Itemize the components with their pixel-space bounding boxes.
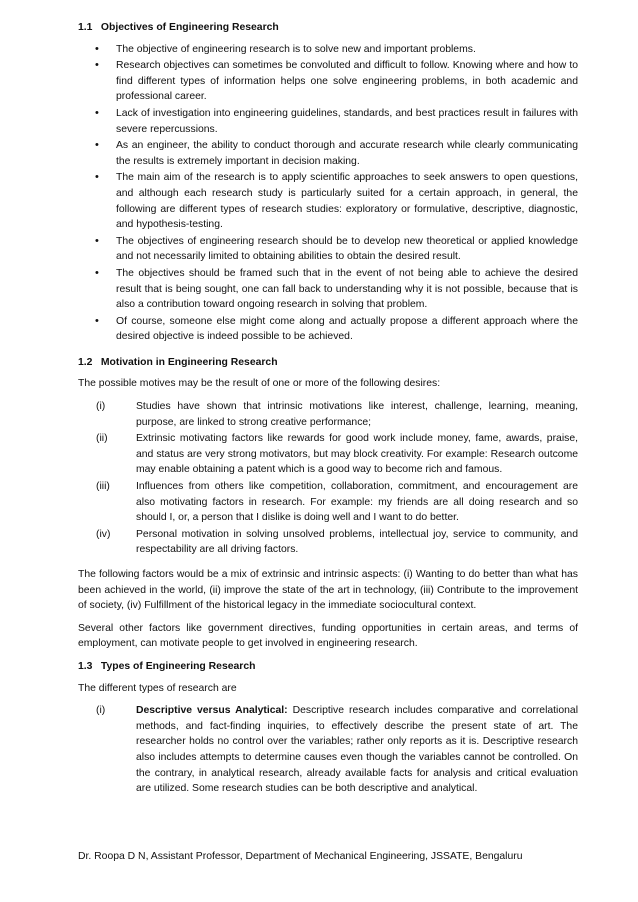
section-title: Motivation in Engineering Research: [100, 356, 278, 368]
section-title: Objectives of Engineering Research: [100, 22, 279, 33]
list-item: [78, 399, 578, 430]
item-marker: (iv): [96, 528, 111, 540]
list-item: • The objectives of engineering research should be to develop new theoretical or applied knowledge and not necessarily limited to obtaining abilities to obtain the desired result.: [78, 234, 578, 265]
list-item: • The objectives should be framed such that in the event of not being able to achieve the desired result that is being sought, one can fall back to understanding why it is not possible, because that is also a contribution toward ongoing research in solving that problem.: [78, 266, 578, 313]
section-heading-types: [78, 659, 578, 675]
motivation-paragraph-other: Several other factors like government directives, funding opportunities in certain areas, and terms of employment, can motivate people to get involved in engineering research.: [78, 622, 578, 650]
list-item: [78, 703, 578, 797]
list-item: • Research objectives can sometimes be convoluted and difficult to follow. Knowing where and how to find different types of information helps one solve engineering problems, in both academic and professional career.: [78, 58, 578, 105]
list-item: • Lack of investigation into engineering guidelines, standards, and best practices result in failures with severe repercussions.: [78, 106, 578, 137]
list-item: • Of course, someone else might come along and actually propose a different approach where the desired objective is indeed possible to be achieved.: [78, 314, 578, 345]
section-number: 1.1: [78, 22, 93, 33]
list-item: [78, 479, 578, 526]
list-item: • The objective of engineering research is to solve new and important problems.: [78, 42, 578, 58]
item-marker: (iii): [96, 481, 110, 493]
document-page: [78, 20, 578, 806]
list-item: [78, 527, 578, 558]
section-number: 1.2: [78, 356, 93, 368]
list-item: • The main aim of the research is to apply scientific approaches to seek answers to open questions, and although each research study is particularly suited for a certain approach, in general, the following are different types of research studies: exploratory or formulative, descriptive, diagnostic, and hypothesis-testing.: [78, 170, 578, 232]
page-footer: Dr. Roopa D N, Assistant Professor, Department of Mechanical Engineering, JSSATE, Bengaluru: [78, 851, 523, 862]
motivation-intro: The possible motives may be the result of one or more of the following desires:: [78, 378, 441, 390]
section-number: 1.3: [78, 660, 93, 672]
types-intro: The different types of research are: [78, 682, 237, 694]
list-item: [78, 431, 578, 478]
item-text: Personal motivation in solving unsolved problems, intellectual joy, service to community, and respectability are all driving factors.: [136, 528, 578, 556]
item-text: Influences from others like competition, collaboration, commitment, and encouragement are also motivating factors in research. For example: my friends are all doing research and so should I, or, a person that I dislike is doing well and I want to do better.: [136, 481, 578, 524]
section-heading-motivation: [78, 355, 578, 371]
objectives-list: [78, 42, 578, 345]
list-item: • As an engineer, the ability to conduct thorough and accurate research while clearly communicating the results is extremely important in decision making.: [78, 138, 578, 169]
item-lead-term: Descriptive versus Analytical:: [136, 705, 288, 717]
item-text: Extrinsic motivating factors like rewards for good work include money, fame, awards, praise, and status are very strong motivators, but may block creativity. For example: Research outcome may enable obtaining a patent which is a good way to become rich and famous.: [136, 433, 578, 476]
item-text: Descriptive research includes comparative and correlational methods, and fact-finding inquiries, to effectively describe the present state of art. The researcher holds no control over the variables; rather only reports as it is. Descriptive research also includes attempts to determine causes even though the variables cannot be controlled. On the contrary, in analytical research, already available facts for analysis and critical evaluation are utilized. Some research studies can be both descriptive and analytical.: [136, 705, 578, 795]
item-marker: (i): [96, 401, 106, 413]
types-list: [78, 703, 578, 797]
item-text: Studies have shown that intrinsic motivations like interest, challenge, learning, meaning, purpose, are linked to strong creative performance;: [136, 401, 578, 428]
motivation-paragraph-factors: The following factors would be a mix of extrinsic and intrinsic aspects: (i) Wanting to do better than what has been achieved in the world, (ii) improve the state of the art in technology, (iii) Contribute to the improvement of society, (iv) Fulfillment of the historical legacy in the immediate sociocultural context.: [78, 569, 578, 612]
section-title: Types of Engineering Research: [100, 660, 256, 672]
item-marker: (ii): [96, 433, 108, 445]
motivation-list: [78, 399, 578, 558]
item-marker: (i): [96, 705, 106, 717]
section-heading-objectives: [78, 20, 578, 36]
